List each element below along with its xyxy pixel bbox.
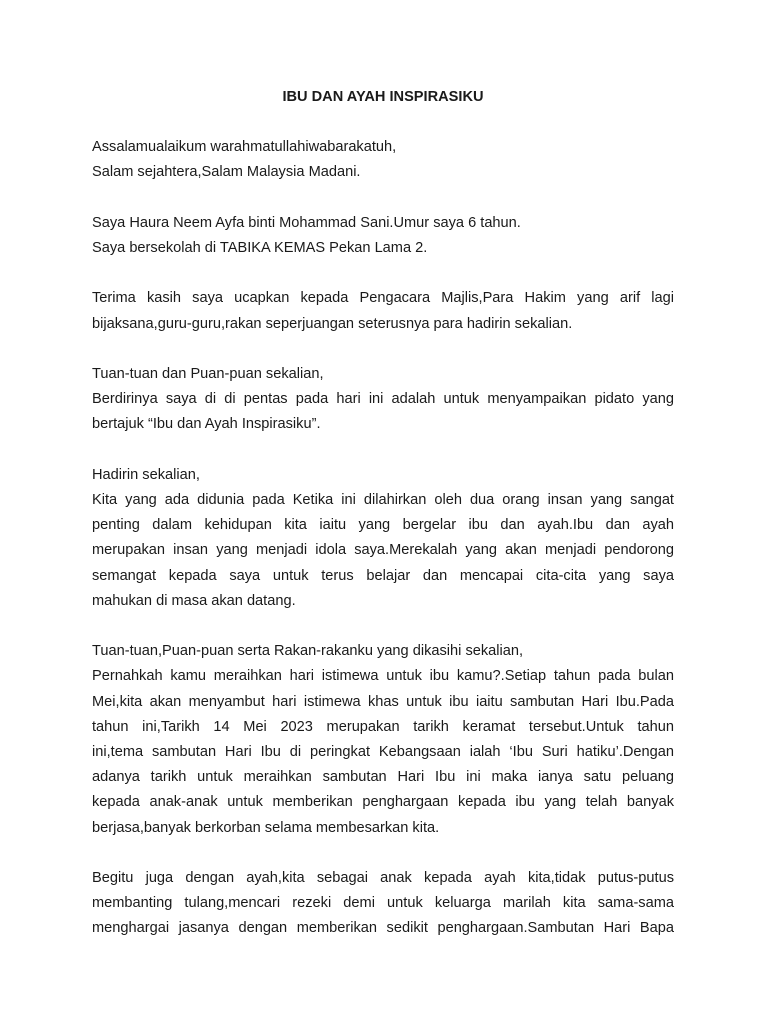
- text-line: Assalamualaikum warahmatullahiwabarakatuh,: [92, 139, 397, 156]
- text-line: Kita yang ada didunia pada Ketika ini dilahirkan oleh dua orang insan yang sangat: [92, 491, 674, 508]
- text-line: ini,tema sambutan Hari Ibu di peringkat Kebangsaan ialah ‘Ibu Suri hatiku’.Dengan: [92, 744, 674, 760]
- text-line: berjasa,banyak berkorban selama membesarkan kita.: [92, 819, 440, 836]
- text-line: menghargai jasanya dengan memberikan sedikit penghargaan.Sambutan Hari Bapa: [92, 920, 674, 937]
- text-line: adanya tarikh untuk meraihkan sambutan Hari Ibu ini maka ianya satu peluang: [92, 769, 674, 786]
- paragraph-5: [92, 463, 674, 614]
- text-line: Saya bersekolah di TABIKA KEMAS Pekan Lama 2.: [92, 240, 428, 256]
- text-line: bijaksana,guru-guru,rakan seperjuangan seterusnya para hadirin sekalian.: [92, 315, 573, 332]
- paragraph-6: [92, 639, 674, 841]
- text-line: kepada anak-anak untuk memberikan penghargaan kepada ibu yang telah banyak: [92, 794, 674, 811]
- text-line: mahukan di masa akan datang.: [92, 592, 296, 609]
- text-line: Hadirin sekalian,: [92, 466, 200, 483]
- text-line: bertajuk “Ibu dan Ayah Inspirasiku”.: [92, 416, 321, 433]
- document-title: IBU DAN AYAH INSPIRASIKU: [282, 89, 484, 105]
- text-line: Berdirinya saya di di pentas pada hari ini adalah untuk menyampaikan pidato yang: [92, 391, 674, 408]
- text-line: Begitu juga dengan ayah,kita sebagai anak kepada ayah kita,tidak putus-putus: [92, 870, 674, 886]
- document-page: [92, 85, 674, 967]
- paragraph-7: [92, 866, 674, 942]
- document-body: [92, 135, 674, 941]
- paragraph-3: [92, 286, 674, 336]
- text-line: semangat kepada saya untuk terus belajar dan mencapai cita-cita yang saya: [92, 567, 674, 584]
- text-line: membanting tulang,mencari rezeki demi untuk keluarga marilah kita sama-sama: [92, 895, 674, 912]
- text-line: Pernahkah kamu meraihkan hari istimewa untuk ibu kamu?.Setiap tahun pada bulan: [92, 668, 674, 685]
- paragraph-2: [92, 211, 674, 261]
- text-line: Salam sejahtera,Salam Malaysia Madani.: [92, 164, 361, 181]
- text-line: tahun ini,Tarikh 14 Mei 2023 merupakan tarikh keramat tersebut.Untuk tahun: [92, 718, 674, 735]
- paragraph-1: [92, 135, 674, 185]
- text-line: Terima kasih saya ucapkan kepada Pengacara Majlis,Para Hakim yang arif lagi: [92, 290, 674, 307]
- text-line: penting dalam kehidupan kita iaitu yang bergelar ibu dan ayah.Ibu dan ayah: [92, 517, 674, 534]
- text-line: Tuan-tuan,Puan-puan serta Rakan-rakanku yang dikasihi sekalian,: [92, 643, 524, 660]
- text-line: merupakan insan yang menjadi idola saya.Merekalah yang akan menjadi pendorong: [92, 542, 674, 559]
- paragraph-4: [92, 362, 674, 438]
- text-line: Mei,kita akan menyambut hari istimewa khas untuk ibu iaitu sambutan Hari Ibu.Pada: [92, 693, 674, 710]
- text-line: Saya Haura Neem Ayfa binti Mohammad Sani.Umur saya 6 tahun.: [92, 214, 521, 231]
- text-line: Tuan-tuan dan Puan-puan sekalian,: [92, 365, 324, 382]
